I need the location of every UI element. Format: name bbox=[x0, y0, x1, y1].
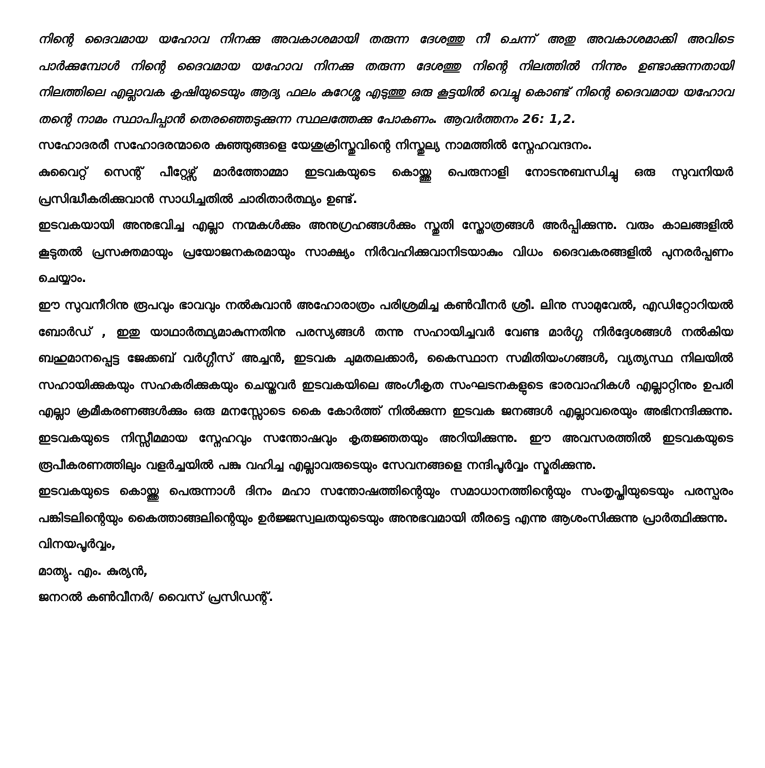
wishes-paragraph: ഇടവകയുടെ കൊയ്ത്തു പെരുന്നാൾ ദിനം മഹാ സന്തോഷത്തിന്റെയും സമാധാനത്തിന്റെയും സംതൃപ്തിയുടെയും പരസ്പരം പങ്കിടലിന്റെയും കൈത്താങ്ങലിന്റെയും ഉർജ്ജസ്വലതയുടെയും അനുഭവമായി തീരട്ടെ എന്നു ആശംസിക്കുന്നു പ്രാർത്ഥിക്കുന്നു. bbox=[38, 483, 733, 525]
souvenir-paragraph: കുവൈറ്റ് സെന്റ് പീറ്റേഴ്സ് മാർത്തോമ്മാ ഇടവകയുടെ കൊയ്ത്തു പെരുനാളി നോടനുബന്ധിച്ചു ഒരു സുവനിയർ പ്രസിദ്ധീകരിക്കുവാൻ സാധിച്ചതിൽ ചാരിതാർത്ഥ്യം ഉണ്ട്. bbox=[38, 163, 733, 206]
acknowledgement-paragraph: ഈ സുവനീറിനു രൂപവും ഭാവവും നൽകുവാൻ അഹോരാത്രം പരിശ്രമിച്ച കൺവീനർ ശ്രീ. ലിനു സാമുവേൽ, എഡിറ്റോറിയൽ ബോർഡ് , ഇതു യാഥാർത്ഥ്യമാകുന്നതിനു പരസ്യങ്ങൾ തന്നു സഹായിച്ചവർ വേണ്ട മാർഗ്ഗ നിർദ്ദേശങ്ങൾ നൽകിയ ബഹുമാനപ്പെട്ട ജേക്കബ് വർഗ്ഗീസ് അച്ചൻ, ഇടവക ചുമതലക്കാർ, കൈസ്ഥാന സമിതിയംഗങ്ങൾ, വ്യത്യസ്ഥ നിലയിൽ സഹായിക്കുകയും സഹകരിക്കുകയും ചെയ്തവർ ഇടവകയിലെ അംഗീകൃത സംഘടനകളുടെ ഭാരവാഹികൾ എല്ലാറ്റിനും ഉപരി എല്ലാ ക്രമീകരണങ്ങൾക്കും ഒരു മനസ്സോടെ കൈ കോർത്ത് നിൽക്കുന്ന ഇടവക ജനങ്ങൾ എല്ലാവരെയും അഭിനന്ദിക്കുന്നു. ഇടവകയുടെ നിസ്സീമമായ സ്നേഹവും സന്തോഷവും കൃതജ്ഞതയും അറിയിക്കുന്നു. ഈ അവസരത്തിൽ ഇടവകയുടെ രൂപീകരണത്തിലും വളർച്ചയിൽ പങ്കു വഹിച്ച എല്ലാവരുടെയും സേവനങ്ങളെ നന്ദിപൂർവ്വം സ്മരിക്കുന്നു. bbox=[38, 296, 733, 472]
greeting-paragraph: സഹോദരരീ സഹോദരന്മാരെ കുഞ്ഞുങ്ങളെ യേശുക്രിസ്തുവിന്റെ നിസ്തുല്യ നാമത്തിൽ സ്നേഹവന്ദനം. bbox=[38, 137, 593, 153]
thanksgiving-paragraph: ഇടവകയായി അനുഭവിച്ച എല്ലാ നന്മകൾക്കും അനുഗ്രഹങ്ങൾക്കും സ്തുതി സ്തോത്രങ്ങൾ അർപ്പിക്കുന്നു. വരും കാലങ്ങളിൽ കൂടുതൽ പ്രസക്തമായും പ്രയോജനകരമായും സാക്ഷ്യം നിർവഹിക്കുവാനിടയാകും വിധം ദൈവകരങ്ങളിൽ പുനരർപ്പണം ചെയ്യാം. bbox=[38, 217, 733, 286]
bible-verse-reference: ആവർത്തനം 26: 1,2. bbox=[442, 110, 576, 126]
closing-line: വിനയപൂർവ്വം, bbox=[38, 536, 116, 552]
signatory-name: മാത്യു. എം. കുര്യൻ, bbox=[38, 562, 148, 578]
bible-verse-paragraph bbox=[38, 26, 733, 132]
bible-verse-text: നിന്റെ ദൈവമായ യഹോവ നിനക്കു അവകാശമായി തരുന്ന ദേശത്തു നീ ചെന്ന് അതു അവകാശമാക്കി അവിടെ പാർക്കുമ്പോൾ നിന്റെ ദൈവമായ യഹോവ നിനക്കു തരുന്ന ദേശത്തു നിന്റെ നിലത്തിൽ നിന്നും ഉണ്ടാക്കുന്നതായി നിലത്തിലെ എല്ലാവക കൃഷിയുടെയും ആദ്യ ഫലം കുറേശ്ശ എടുത്തു ഒരു കൂട്ടയിൽ വെച്ചു കൊണ്ട് നിന്റെ ദൈവമായ യഹോവ തന്റെ നാമം സ്ഥാപിപ്പാൻ തെരഞ്ഞെടുക്കുന്ന സ്ഥലത്തേക്കു പോകണം. bbox=[38, 31, 733, 126]
signatory-title: ജനറൽ കൺവീനർ/ വൈസ് പ്രസിഡന്റ്. bbox=[38, 589, 274, 605]
